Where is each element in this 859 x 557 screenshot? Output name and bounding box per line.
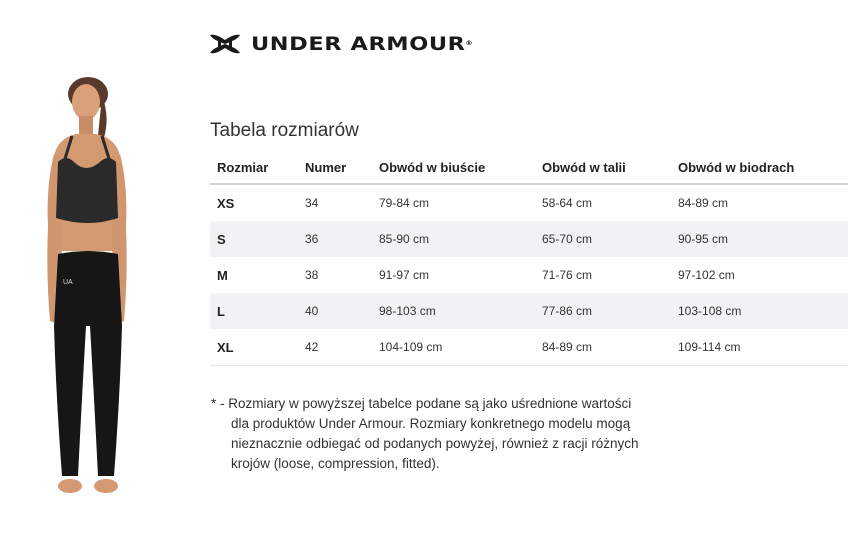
column-header-number: Numer <box>298 151 372 184</box>
page-title: Tabela rozmiarów <box>210 120 359 141</box>
column-header-bust: Obwód w biuście <box>372 151 535 184</box>
cell-bust: 91-97 cm <box>379 268 430 282</box>
table-row <box>210 257 848 293</box>
cell-bust: 104-109 cm <box>372 329 535 366</box>
brand-logo <box>208 33 474 55</box>
cell-hips: 97-102 cm <box>678 268 735 282</box>
cell-hips: 84-89 cm <box>678 196 729 210</box>
size-chart-table <box>210 151 848 366</box>
cell-number: 34 <box>305 196 319 210</box>
table-header-row <box>210 151 848 184</box>
model-photo <box>36 76 146 500</box>
cell-size: S <box>210 221 298 257</box>
table-row <box>210 184 848 221</box>
cell-waist: 65-70 cm <box>535 221 671 257</box>
svg-text:UA: UA <box>63 279 73 286</box>
note-continuation: dla produktów Under Armour. Rozmiary konkretnego modelu mogą nieznacznie odbiegać od podanych powyżej, również z racji różnych krojów (loose, compression, fitted). <box>231 416 639 471</box>
column-header-waist: Obwód w talii <box>535 151 671 184</box>
column-header-hips: Obwód w biodrach <box>671 151 848 184</box>
cell-size: XL <box>210 329 298 366</box>
size-note <box>211 394 671 474</box>
table-row <box>210 293 848 329</box>
cell-waist: 84-89 cm <box>535 329 671 366</box>
cell-number: 36 <box>298 221 372 257</box>
under-armour-logo-icon <box>208 34 242 54</box>
cell-hips: 90-95 cm <box>671 221 848 257</box>
cell-number: 40 <box>298 293 372 329</box>
cell-hips: 109-114 cm <box>671 329 848 366</box>
cell-number: 42 <box>298 329 372 366</box>
column-header-size: Rozmiar <box>210 151 298 184</box>
cell-bust: 85-90 cm <box>372 221 535 257</box>
cell-hips: 103-108 cm <box>671 293 848 329</box>
cell-waist: 77-86 cm <box>535 293 671 329</box>
model-illustration <box>36 76 146 500</box>
cell-waist: 71-76 cm <box>542 268 593 282</box>
cell-size: M <box>217 267 228 283</box>
cell-number: 38 <box>305 268 319 282</box>
table-row <box>210 221 848 257</box>
cell-size: L <box>210 293 298 329</box>
cell-bust: 79-84 cm <box>379 196 430 210</box>
cell-waist: 58-64 cm <box>542 196 593 210</box>
cell-bust: 98-103 cm <box>372 293 535 329</box>
brand-name: UNDER ARMOUR® <box>251 33 474 55</box>
cell-size: XS <box>217 195 235 211</box>
table-row <box>210 329 848 366</box>
note-first-line: * - Rozmiary w powyższej tabelce podane są jako uśrednione wartości <box>211 396 632 411</box>
